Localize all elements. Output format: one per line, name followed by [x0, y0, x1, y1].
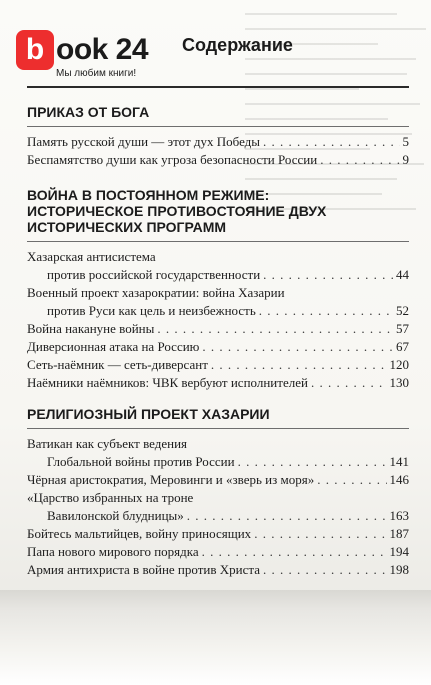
toc-entry[interactable] — [27, 133, 409, 151]
toc-entry[interactable] — [27, 338, 409, 356]
page-number: 194 — [389, 544, 409, 559]
toc-entry[interactable] — [27, 489, 409, 525]
dot-leader — [320, 151, 399, 169]
dot-leader — [157, 320, 393, 338]
entry-title: Чёрная аристократия, Меровинги и «зверь из моря» — [27, 472, 315, 487]
dot-leader — [311, 374, 387, 392]
entry-title: Сеть-наёмник — сеть-диверсант — [27, 357, 208, 372]
page-number: 67 — [396, 339, 409, 354]
section-title-line: ИСТОРИЧЕСКОЕ ПРОТИВОСТОЯНИЕ ДВУХ — [27, 203, 327, 219]
page-number: 146 — [389, 472, 409, 487]
entry-title-line: «Царство избранных на троне — [27, 490, 194, 505]
dot-leader — [259, 302, 393, 320]
dot-leader — [263, 133, 399, 151]
entry-title: Диверсионная атака на Россию — [27, 339, 200, 354]
page-number: 130 — [389, 375, 409, 390]
page-title: Содержание — [182, 35, 293, 55]
entry-title: Глобальной войны против России — [47, 454, 235, 469]
book24-logo — [16, 30, 166, 80]
toc-entry[interactable] — [27, 561, 409, 579]
entry-title: Память русской души — этот дух Победы — [27, 134, 261, 149]
section-title-line: ПРИКАЗ ОТ БОГА — [27, 104, 150, 120]
page-number: 44 — [396, 267, 409, 282]
entry-title-line: Военный проект хазарократии: война Хазарии — [27, 285, 285, 300]
dot-leader — [202, 338, 393, 356]
toc-entry[interactable] — [27, 284, 409, 320]
toc-entry[interactable] — [27, 435, 409, 471]
entry-title: против российской государственности — [47, 267, 261, 282]
dot-leader — [187, 507, 387, 525]
section-title — [27, 187, 409, 235]
dot-leader — [211, 356, 387, 374]
toc-entry[interactable] — [27, 151, 409, 169]
section-title — [27, 104, 409, 120]
page-number: 120 — [389, 357, 409, 372]
entry-title: против Руси как цель и неизбежность — [47, 303, 256, 318]
section-title-line: ИСТОРИЧЕСКИХ ПРОГРАММ — [27, 219, 227, 235]
section-divider — [27, 126, 409, 127]
page-number: 163 — [389, 508, 409, 523]
toc-entry[interactable] — [27, 320, 409, 338]
entry-title: Папа нового мирового порядка — [27, 544, 199, 559]
dot-leader — [202, 543, 387, 561]
toc-list — [27, 104, 409, 579]
page-number: 187 — [389, 526, 409, 541]
entry-title: Армия антихриста в войне против Христа — [27, 562, 260, 577]
page-number: 57 — [396, 321, 409, 336]
dot-leader — [263, 561, 387, 579]
toc-entry[interactable] — [27, 374, 409, 392]
header-divider — [27, 86, 409, 88]
page-number: 141 — [389, 454, 409, 469]
page-number: 52 — [396, 303, 409, 318]
section-divider — [27, 241, 409, 242]
toc-entry[interactable] — [27, 248, 409, 284]
toc-entry[interactable] — [27, 525, 409, 543]
section-title-line: РЕЛИГИОЗНЫЙ ПРОЕКТ ХАЗАРИИ — [27, 406, 270, 422]
page-number: 5 — [402, 134, 409, 149]
entry-title: Наёмники наёмников: ЧВК вербуют исполнителей — [27, 375, 308, 390]
entry-title: Бойтесь мальтийцев, войну приносящих — [27, 526, 252, 541]
entry-title: Вавилонской блудницы» — [47, 508, 184, 523]
page-edge-shadow — [0, 590, 431, 685]
toc-section — [27, 104, 409, 169]
dot-leader — [254, 525, 386, 543]
dot-leader — [317, 471, 386, 489]
logo-slogan: Мы любим книги! — [56, 68, 137, 79]
entry-title-line: Ватикан как субъект ведения — [27, 436, 188, 451]
entry-title: Беспамятство души как угроза безопасности России — [27, 152, 318, 167]
toc-entry[interactable] — [27, 471, 409, 489]
toc-section — [27, 406, 409, 579]
toc-entry[interactable] — [27, 543, 409, 561]
toc-section — [27, 187, 409, 392]
section-divider — [27, 428, 409, 429]
entry-title: Война накануне войны — [27, 321, 155, 336]
toc-entry[interactable] — [27, 356, 409, 374]
page-number: 198 — [389, 562, 409, 577]
dot-leader — [238, 453, 387, 471]
entry-title-line: Хазарская антисистема — [27, 249, 156, 264]
logo-b-mark: b — [16, 30, 54, 70]
logo-wordmark: ook 24 — [56, 33, 149, 66]
page-number: 9 — [402, 152, 409, 167]
section-title — [27, 406, 409, 422]
dot-leader — [263, 266, 393, 284]
section-title-line: ВОЙНА В ПОСТОЯННОМ РЕЖИМЕ: — [27, 187, 270, 203]
